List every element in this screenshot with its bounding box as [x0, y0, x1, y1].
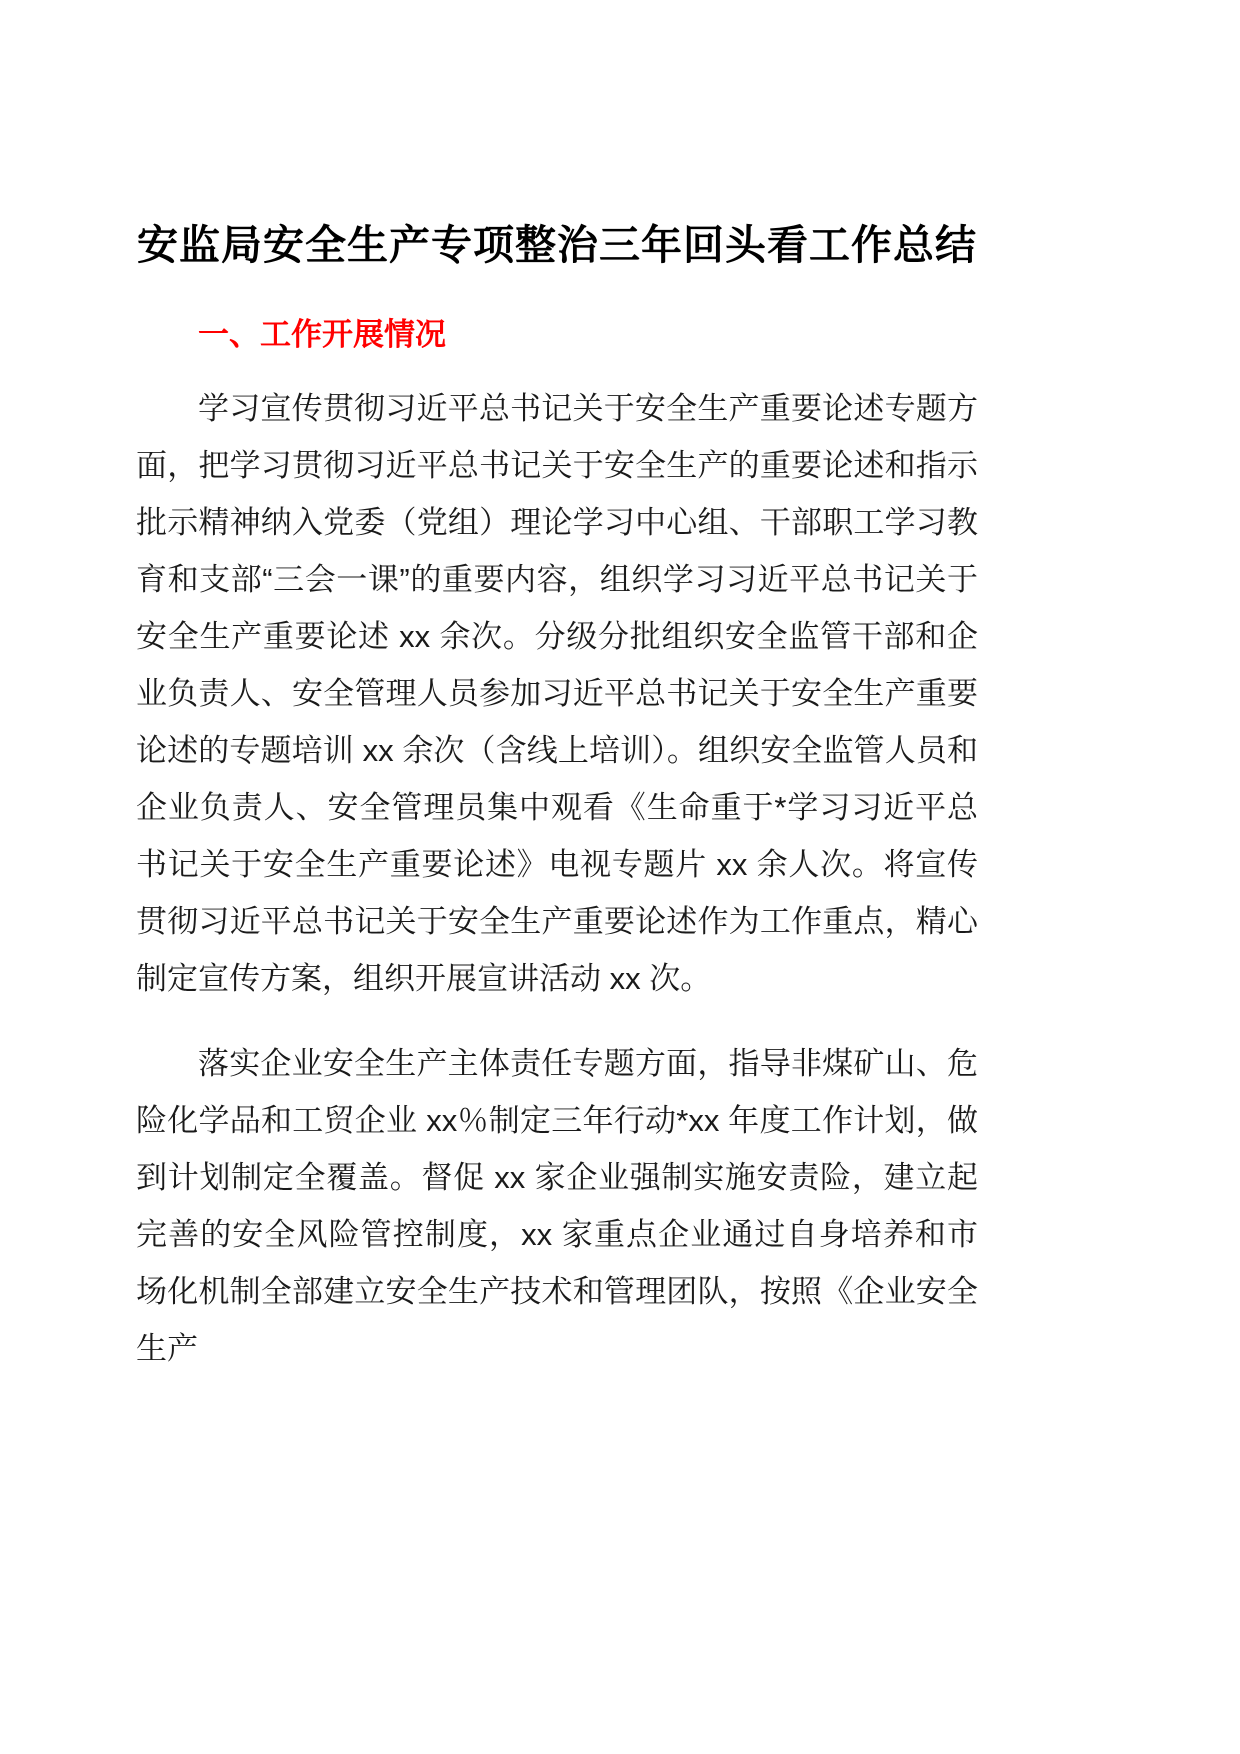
paragraph-2: 落实企业安全生产主体责任专题方面，指导非煤矿山、危险化学品和工贸企业 xx％制定三年行动*xx 年度工作计划，做到计划制定全覆盖。督促 xx 家企业强制实施安责险，建立起完善的安全风险管控制度，xx 家重点企业通过自身培养和市场化机制全部建立安全生产技术和管理团队，按照《企业安全生产	[136, 1045, 978, 1366]
section-heading-1: 一、工作开展情况	[198, 317, 446, 353]
document-title: 安监局安全生产专项整治三年回头看工作总结	[137, 222, 977, 268]
paragraph-1: 学习宣传贯彻习近平总书记关于安全生产重要论述专题方面，把学习贯彻习近平总书记关于安全生产的重要论述和指示批示精神纳入党委（党组）理论学习中心组、干部职工学习教育和支部“三会一课”的重要内容，组织学习习近平总书记关于安全生产重要论述 xx 余次。分级分批组织安全监管干部和企业负责人、安全管理人员参加习近平总书记关于安全生产重要论述的专题培训 xx 余次（含线上培训）。组织安全监管人员和企业负责人、安全管理员集中观看《生命重于*学习习近平总书记关于安全生产重要论述》电视专题片 xx 余人次。将宣传贯彻习近平总书记关于安全生产重要论述作为工作重点，精心制定宣传方案，组织开展宣讲活动 xx 次。	[136, 390, 978, 996]
